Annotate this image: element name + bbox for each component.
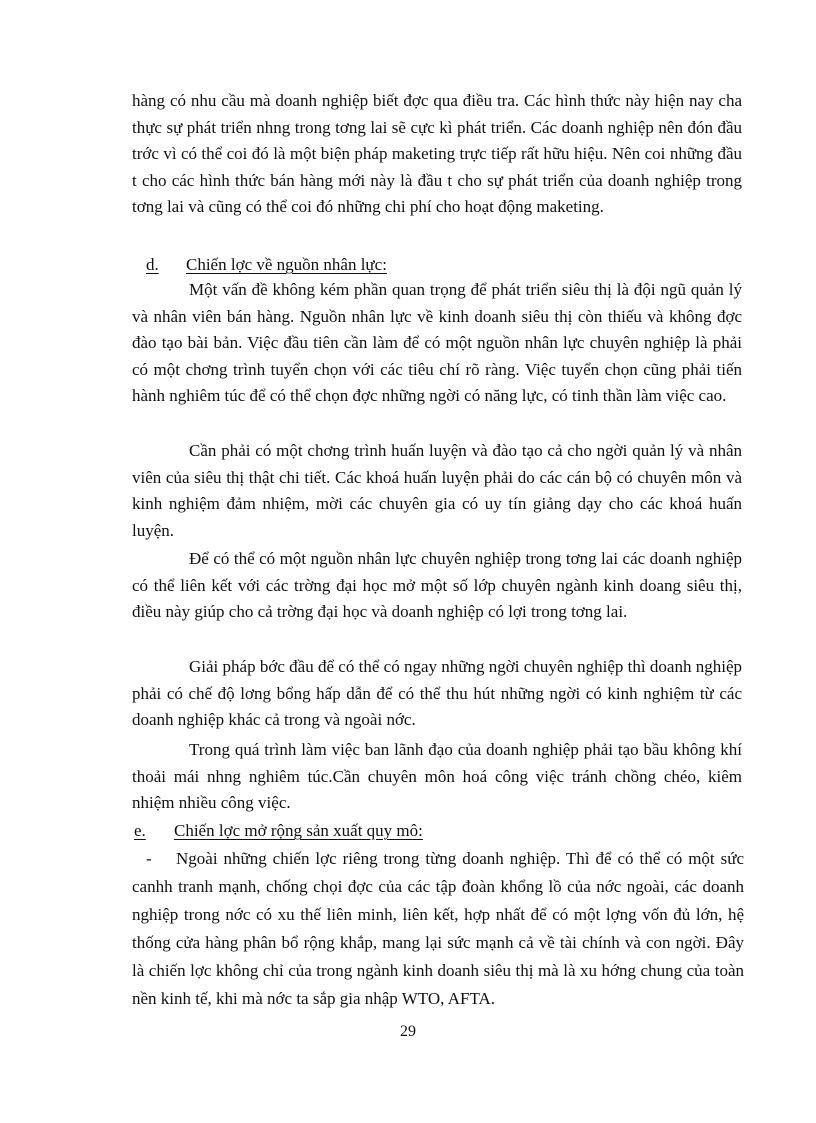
paragraph-initial-solution: Giải pháp bớc đầu để có thể có ngay những ngời chuyên nghiệp thì doanh nghiệp phải có chế độ lơng bổng hấp dẫn để có thể thu hút những ngời có kinh nghiệm từ các doanh nghiệp khác cả trong và ngoài nớc. [132,657,742,730]
section-letter-e: e. [134,821,146,840]
page-number: 29 [400,1023,416,1040]
bullet-dash: - [146,849,152,868]
section-heading-d [146,252,387,278]
section-heading-e [134,818,423,844]
section-title-e: Chiến lợc mở rộng sản xuất quy mô: [174,821,423,840]
bullet-expansion [132,845,744,1013]
bullet-text: Ngoài những chiến lợc riêng trong từng doanh nghiệp. Thì để có thể có một sức canhh tranh mạnh, chống chọi đợc của các tập đoàn khổng lồ của nớc ngoài, các doanh nghiệp trong nớc có xu thế liên minh, liên kết, hợp nhất để có một lợng vốn đủ lớn, hệ thống cửa hàng phân bổ rộng khắp, mang lại sức mạnh cả về tài chính và con ngời. Đây là chiến lợc không chỉ của trong ngành kinh doanh siêu thị mà là xu hớng chung của toàn nền kinh tế, khi mà nớc ta sắp gia nhập WTO, AFTA. [132,849,744,1008]
paragraph-human-resources: Một vấn đề không kém phần quan trọng để phát triển siêu thị là đội ngũ quản lý và nhân viên bán hàng. Nguồn nhân lực về kinh doanh siêu thị còn thiếu và không đợc đào tạo bài bản. Việc đầu tiên cần làm để có một nguồn nhân lực chuyên nghiệp là phải có một chơng trình tuyển chọn với các tiêu chí rõ ràng. Việc tuyển chọn cũng phải tiến hành nghiêm túc để có thể chọn đợc những ngời có năng lực, có tinh thần làm việc cao. [132,280,742,406]
paragraph-intro: hàng có nhu cầu mà doanh nghiệp biết đợc qua điều tra. Các hình thức này hiện nay cha thực sự phát triển nhng trong tơng lai sẽ cực kì phát triển. Các doanh nghiệp nên đón đầu trớc vì có thể coi đó là một biện pháp maketing trực tiếp rất hữu hiệu. Nên coi những đầu t cho các hình thức bán hàng mới này là đầu t cho sự phát triển của doanh nghiệp trong tơng lai và cũng có thể coi đó những chi phí cho hoạt động maketing. [132,91,742,217]
paragraph-training: Cần phải có một chơng trình huấn luyện và đào tạo cả cho ngời quản lý và nhân viên của siêu thị thật chi tiết. Các khoá huấn luyện phải do các cán bộ có chuyên môn và kinh nghiệm đảm nhiệm, mời các chuyên gia có uy tín giảng dạy cho các khoá huấn luyện. [132,441,742,540]
paragraph-work-atmosphere: Trong quá trình làm việc ban lãnh đạo của doanh nghiệp phải tạo bầu không khí thoải mái nhng nghiêm túc.Cần chuyên môn hoá công việc tránh chồng chéo, kiêm nhiệm nhiều công việc. [132,740,742,813]
section-title-d: Chiến lợc về nguồn nhân lực: [186,255,387,274]
section-letter-d: d. [146,255,159,274]
paragraph-university-link: Để có thể có một nguồn nhân lực chuyên nghiệp trong tơng lai các doanh nghiệp có thể liên kết với các trờng đại học mở một số lớp chuyên ngành kinh doang siêu thị, điều này giúp cho cả trờng đại học và doanh nghiệp có lợi trong tơng lai. [132,549,742,622]
